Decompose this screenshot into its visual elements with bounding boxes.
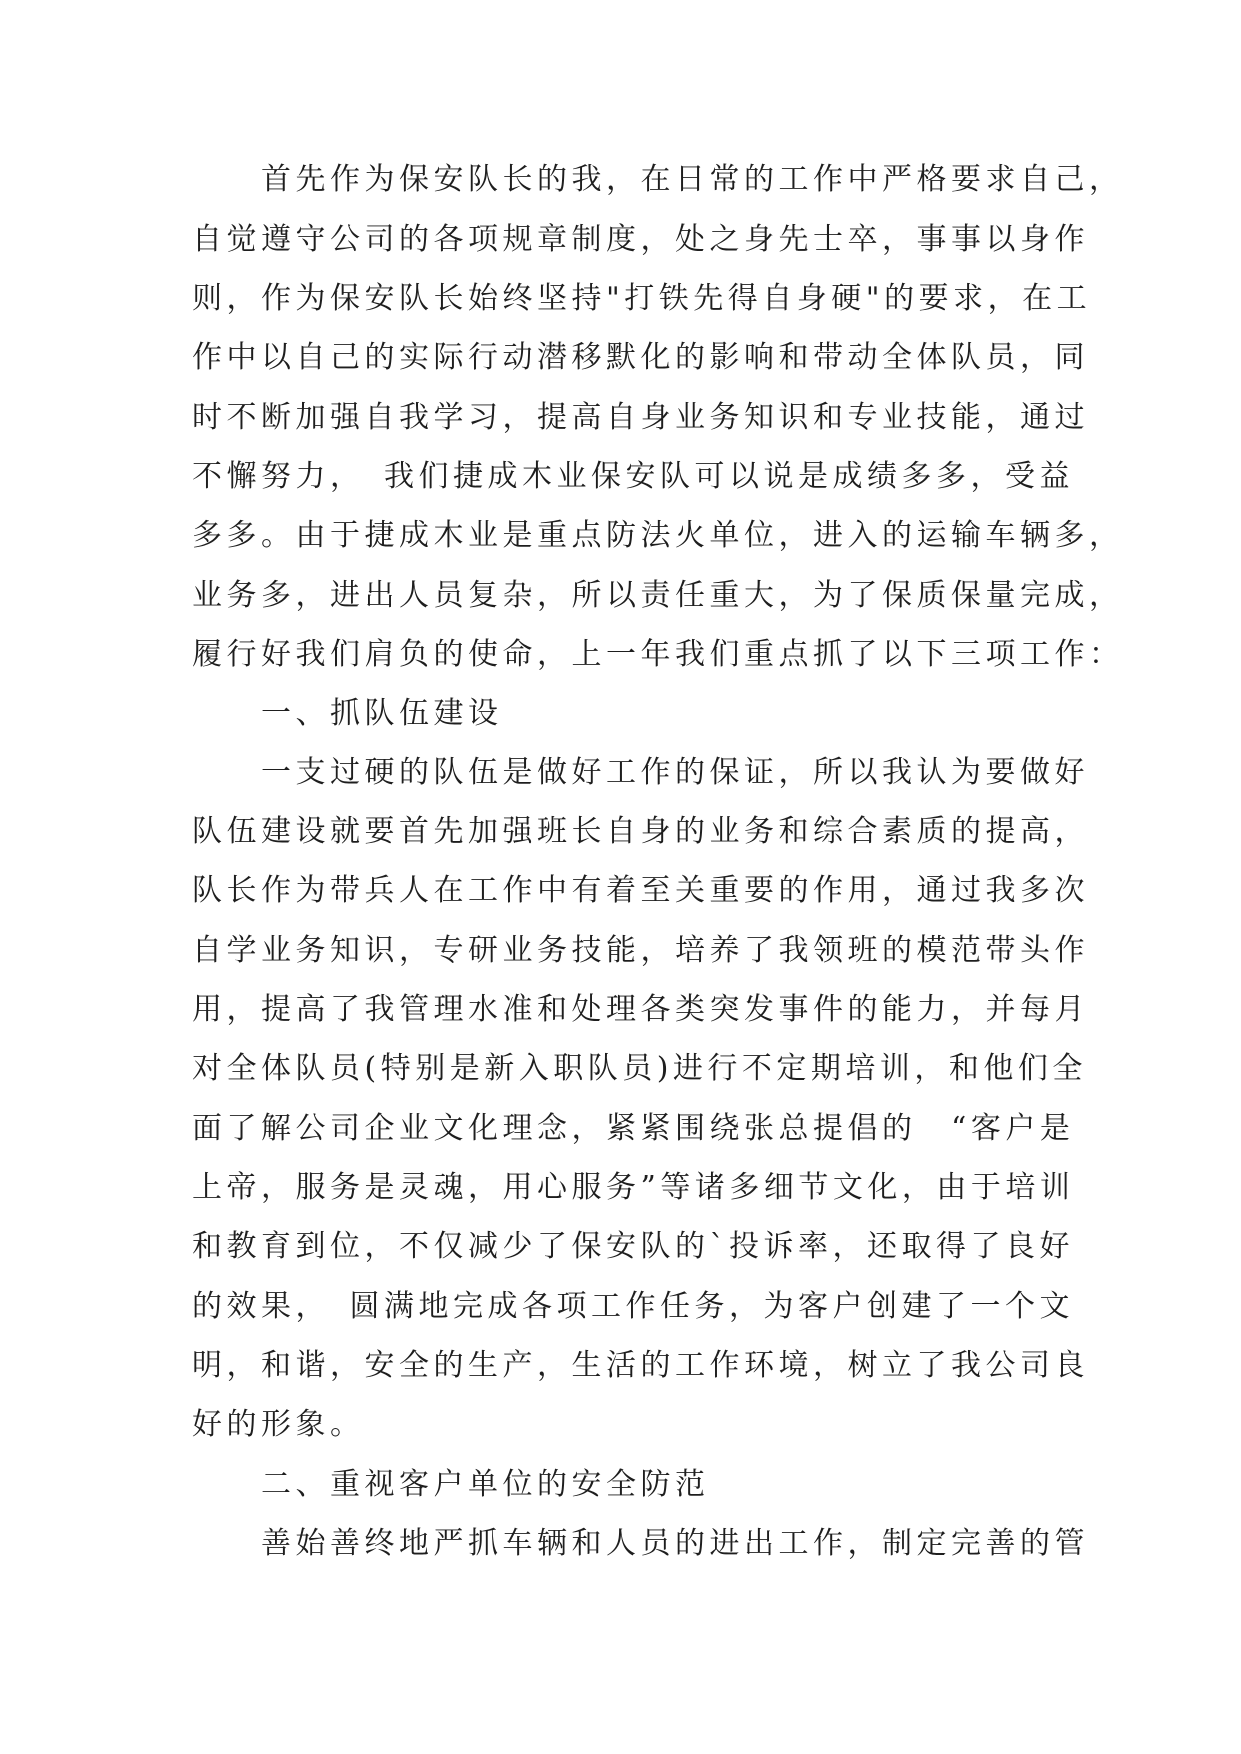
text-line: 自学业务知识，专研业务技能，培养了我领班的模范带头作	[192, 933, 1089, 968]
text-line: 明，和谐，安全的生产，生活的工作环境，树立了我公司良	[192, 1348, 1089, 1383]
text-line: 面了解公司企业文化理念，紧紧围绕张总提倡的 “客户是	[192, 1111, 1075, 1146]
text-line: 则，作为保安队长始终坚持"打铁先得自身硬"的要求，在工	[192, 281, 1092, 316]
text-line: 好的形象。	[192, 1407, 365, 1442]
text-line: 多多。由于捷成木业是重点防法火单位，进入的运输车辆多，	[192, 518, 1124, 553]
text-line: 和教育到位，不仅减少了保安队的`投诉率，还取得了良好	[192, 1229, 1074, 1264]
text-line: 善始善终地严抓车辆和人员的进出工作，制定完善的管	[192, 1526, 1089, 1561]
text-line: 队伍建设就要首先加强班长自身的业务和综合素质的提高，	[192, 814, 1089, 849]
text-line: 自觉遵守公司的各项规章制度，处之身先士卒，事事以身作	[192, 222, 1089, 257]
text-line: 不懈努力， 我们捷成木业保安队可以说是成绩多多，受益	[192, 459, 1074, 494]
section-heading: 二、重视客户单位的安全防范	[192, 1467, 710, 1502]
text-line: 队长作为带兵人在工作中有着至关重要的作用，通过我多次	[192, 873, 1089, 908]
text-line: 上帝，服务是灵魂，用心服务”等诸多细节文化，由于培训	[192, 1170, 1075, 1205]
text-line: 的效果， 圆满地完成各项工作任务，为客户创建了一个文	[192, 1289, 1074, 1324]
text-line: 一支过硬的队伍是做好工作的保证，所以我认为要做好	[192, 755, 1089, 790]
text-line: 业务多，进出人员复杂，所以责任重大，为了保质保量完成，	[192, 578, 1124, 613]
text-line: 首先作为保安队长的我，在日常的工作中严格要求自己，	[192, 162, 1124, 197]
section-heading: 一、抓队伍建设	[192, 696, 503, 731]
text-line: 履行好我们肩负的使命，上一年我们重点抓了以下三项工作：	[192, 637, 1124, 672]
text-line: 时不断加强自我学习，提高自身业务知识和专业技能，通过	[192, 400, 1089, 435]
text-line: 作中以自己的实际行动潜移默化的影响和带动全体队员，同	[192, 340, 1089, 375]
text-line: 用，提高了我管理水准和处理各类突发事件的能力，并每月	[192, 992, 1089, 1027]
text-line: 对全体队员(特别是新入职队员)进行不定期培训，和他们全	[192, 1051, 1087, 1086]
